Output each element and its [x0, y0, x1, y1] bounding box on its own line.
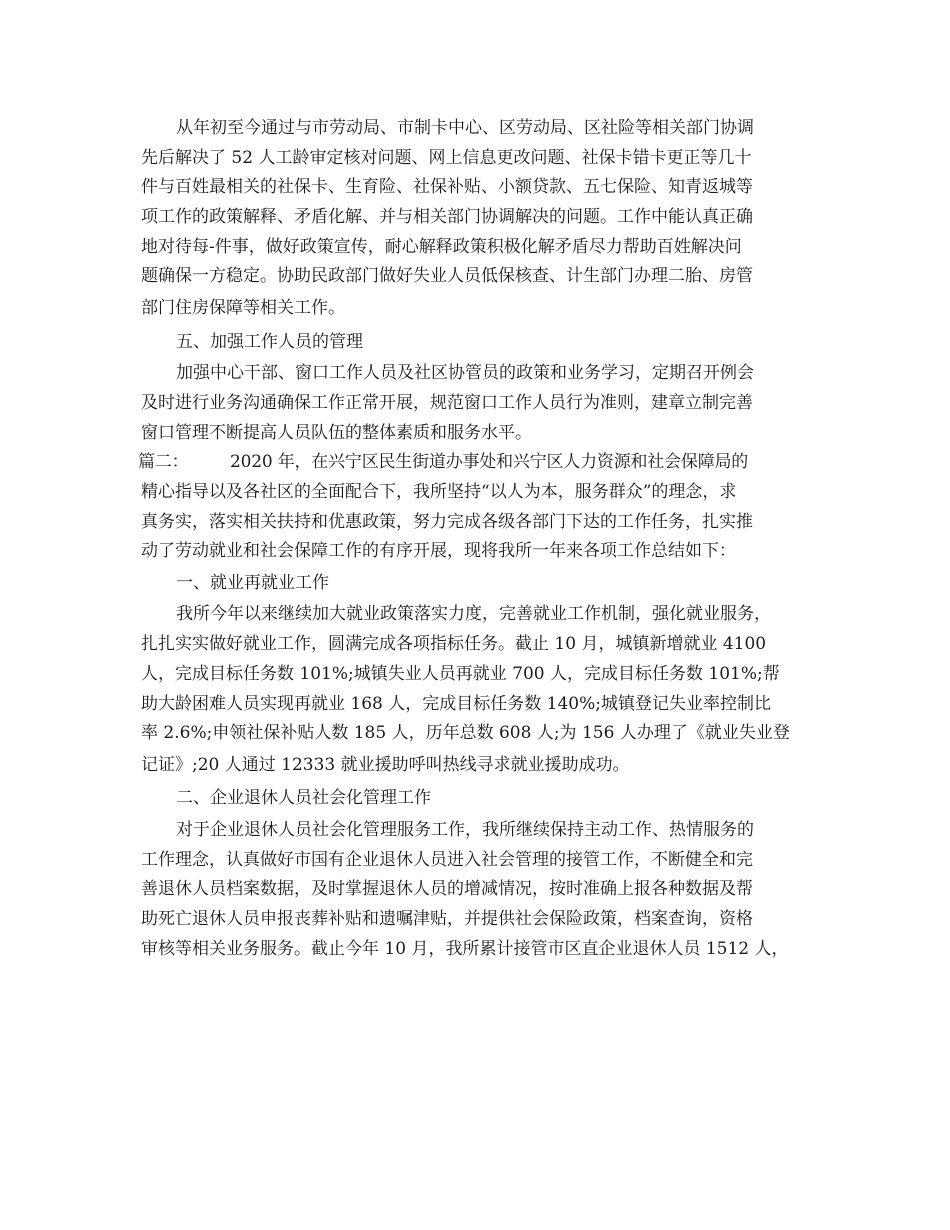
paragraph-line: 题确保一方稳定。协助民政部门做好失业人员低保核查、计生部门办理二胎、房管 — [141, 266, 753, 287]
document-body — [138, 114, 831, 964]
paragraph-line: 动了劳动就业和社会保障工作的有序开展，现将我所一年来各项工作总结如下： — [141, 541, 736, 562]
paragraph-line: 件与百姓最相关的社保卡、生育险、社保补贴、小额贷款、五七保险、知青返城等 — [141, 177, 753, 198]
paragraph-line: 助大龄困难人员实现再就业 168 人，完成目标任务数 140%;城镇登记失业率控制比 — [141, 693, 771, 714]
paragraph-line: 助死亡退休人员申报丧葬补贴和遗嘱津贴，并提供社会保险政策，档案查询，资格 — [141, 908, 753, 929]
paragraph-line: 扎扎实实做好就业工作，圆满完成各项指标任务。截止 10 月，城镇新增就业 4100 — [141, 634, 767, 655]
paragraph-line: 从年初至今通过与市劳动局、市制卡中心、区劳动局、区社险等相关部门协调 — [176, 118, 754, 138]
paragraph-line: 记证》;20 人通过 12333 就业援助呼叫热线寻求就业援助成功。 — [141, 754, 630, 775]
paragraph-line: 人，完成目标任务数 101%;城镇失业人员再就业 700 人，完成目标任务数 101%;帮 — [141, 663, 780, 684]
paragraph-line: 审核等相关业务服务。截止今年 10 月，我所累计接管市区直企业退休人员 1512 人， — [141, 938, 789, 959]
paragraph-line: 加强中心干部、窗口工作人员及社区协管员的政策和业务学习，定期召开例会 — [176, 363, 754, 384]
paragraph-line: 地对待每-件事，做好政策宣传，耐心解释政策积极化解矛盾尽力帮助百姓解决问 — [141, 236, 742, 257]
paragraph-line: 窗口管理不断提高人员队伍的整体素质和服务水平。 — [141, 422, 532, 443]
paragraph-line: 部门住房保障等相关工作。 — [141, 298, 345, 319]
paragraph-line: 先后解决了 52 人工龄审定核对问题、网上信息更改问题、社保卡错卡更正等几十 — [141, 147, 752, 168]
paragraph-line: 及时进行业务沟通确保工作正常开展，规范窗口工作人员行为准则，建章立制完善 — [141, 392, 753, 413]
paragraph-line: 善退休人员档案数据，及时掌握退休人员的增减情况，按时准确上报各种数据及帮 — [141, 879, 753, 900]
paragraph-line: 对于企业退休人员社会化管理服务工作，我所继续保持主动工作、热情服务的 — [176, 819, 754, 840]
paragraph-line: 项工作的政策解释、矛盾化解、并与相关部门协调解决的问题。工作中能认真正确 — [141, 207, 753, 228]
section-heading: 二、企业退休人员社会化管理工作 — [176, 788, 431, 809]
section-label-line: 篇二： 2020 年，在兴宁区民生街道办事处和兴宁区人力资源和社会保障局的 — [138, 452, 749, 473]
paragraph-line: 精心指导以及各社区的全面配合下，我所坚持“以人为本，服务群众”的理念，求 — [141, 481, 737, 502]
paragraph-line: 我所今年以来继续加大就业政策落实力度，完善就业工作机制，强化就业服务， — [176, 604, 771, 625]
section-heading: 五、加强工作人员的管理 — [176, 331, 363, 352]
paragraph-line: 工作理念，认真做好市国有企业退休人员进入社会管理的接管工作，不断健全和完 — [141, 849, 753, 870]
section-heading: 一、就业再就业工作 — [176, 572, 329, 593]
paragraph-line: 真务实，落实相关扶持和优惠政策，努力完成各级各部门下达的工作任务，扎实推 — [141, 511, 753, 532]
paragraph-line: 率 2.6%;申领社保补贴人数 185 人，历年总数 608 人;为 156 人办理了《就业失业登 — [141, 723, 790, 744]
